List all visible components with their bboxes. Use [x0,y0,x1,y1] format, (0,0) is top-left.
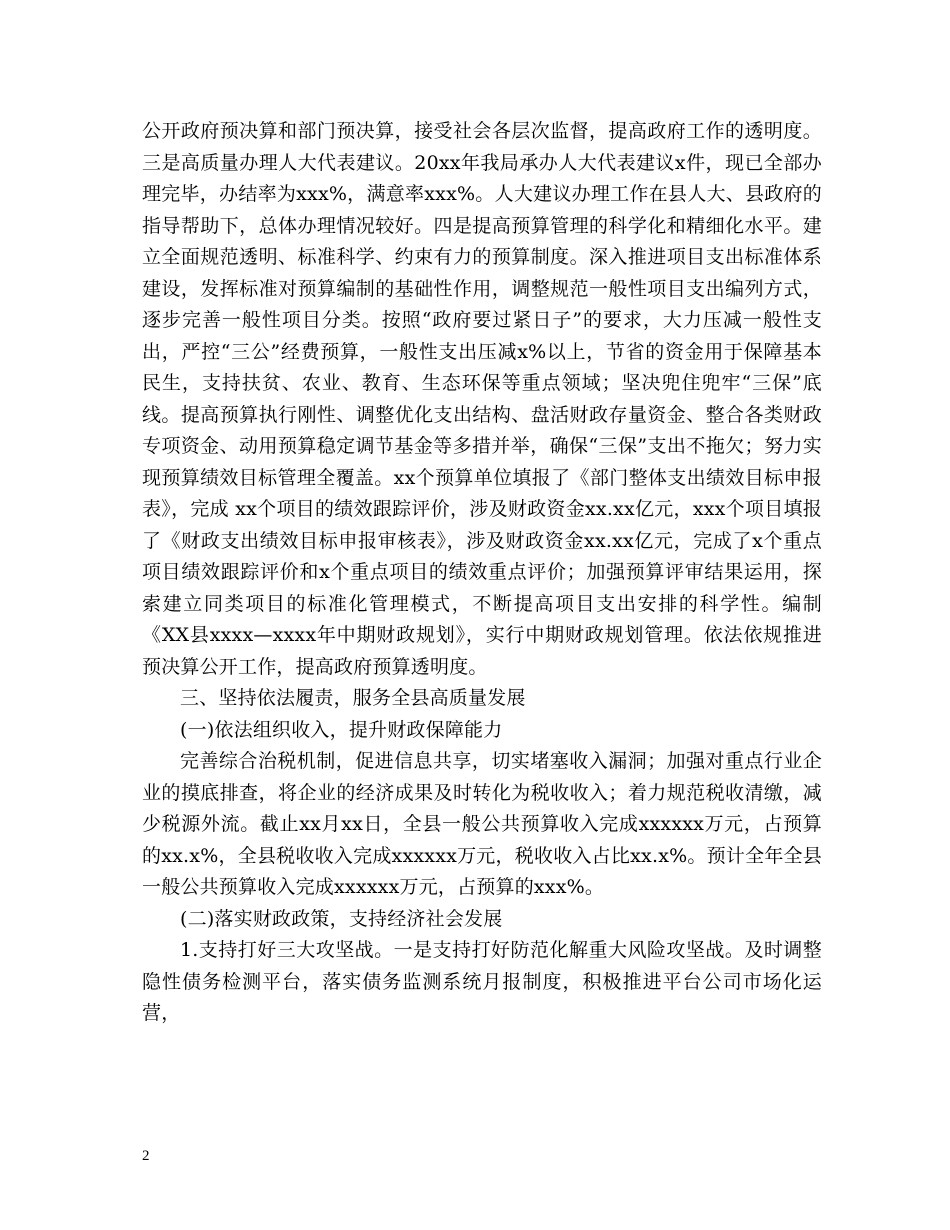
paragraph-budget-transparency: 公开政府预决算和部门预决算，接受社会各层次监督，提高政府工作的透明度。三是高质量办理人大代表建议。20xx年我局承办人大代表建议x件，现已全部办理完毕，办结率为xxx%，满意率xxx%。人大建议办理工作在县人大、县政府的指导帮助下，总体办理情况较好。四是提高预算管理的科学化和精细化水平。建立全面规范透明、标准科学、约束有力的预算制度。深入推进项目支出标准体系建设，发挥标准对预算编制的基础性作用，调整规范一般性项目支出编列方式，逐步完善一般性项目分类。按照“政府要过紧日子”的要求，大力压减一般性支出，严控“三公”经费预算，一般性支出压减x%以上，节省的资金用于保障基本民生，支持扶贫、农业、教育、生态环保等重点领域；坚决兜住兜牢“三保”底线。提高预算执行刚性、调整优化支出结构、盘活财政存量资金、整合各类财政专项资金、动用预算稳定调节基金等多措并举，确保“三保”支出不拖欠；努力实现预算绩效目标管理全覆盖。xx个预算单位填报了《部门整体支出绩效目标申报表》，完成 xx个项目的绩效跟踪评价，涉及财政资金xx.xx亿元，xxx个项目填报了《财政支出绩效目标申报审核表》，涉及财政资金xx.xx亿元，完成了x个重点项目绩效跟踪评价和x个重点项目的绩效重点评价；加强预算评审结果运用，探索建立同类项目的标准化管理模式，不断提高项目支出安排的科学性。编制《XX县xxxx—xxxx年中期财政规划》，实行中期财政规划管理。依法依规推进预决算公开工作，提高政府预算透明度。 [142,120,822,678]
page-number: 2 [142,1148,150,1164]
paragraph-three-battles: 1.支持打好三大攻坚战。一是支持打好防范化解重大风险攻坚战。及时调整隐性债务检测平台，落实债务监测系统月报制度，积极推进平台公司市场化运营， [142,939,822,1024]
paragraph-revenue: 完善综合治税机制，促进信息共享，切实堵塞收入漏洞；加强对重点行业企业的摸底排查，将企业的经济成果及时转化为税收收入；着力规范税收清缴，减少税源外流。截止xx月xx日，全县一般公共预算收入完成xxxxxx万元，占预算的xx.x%，全县税收收入完成xxxxxx万元，税收收入占比xx.x%。预计全年全县一般公共预算收入完成xxxxxx万元，占预算的xxx%。 [142,750,822,898]
section-heading-lawful-duty: 三、坚持依法履责，服务全县高质量发展 [180,687,526,709]
subsection-heading-fiscal-policy: (二)落实财政政策，支持经济社会发展 [180,907,503,930]
subsection-heading-revenue: (一)依法组织收入，提升财政保障能力 [180,718,503,741]
document-body [142,116,822,1030]
